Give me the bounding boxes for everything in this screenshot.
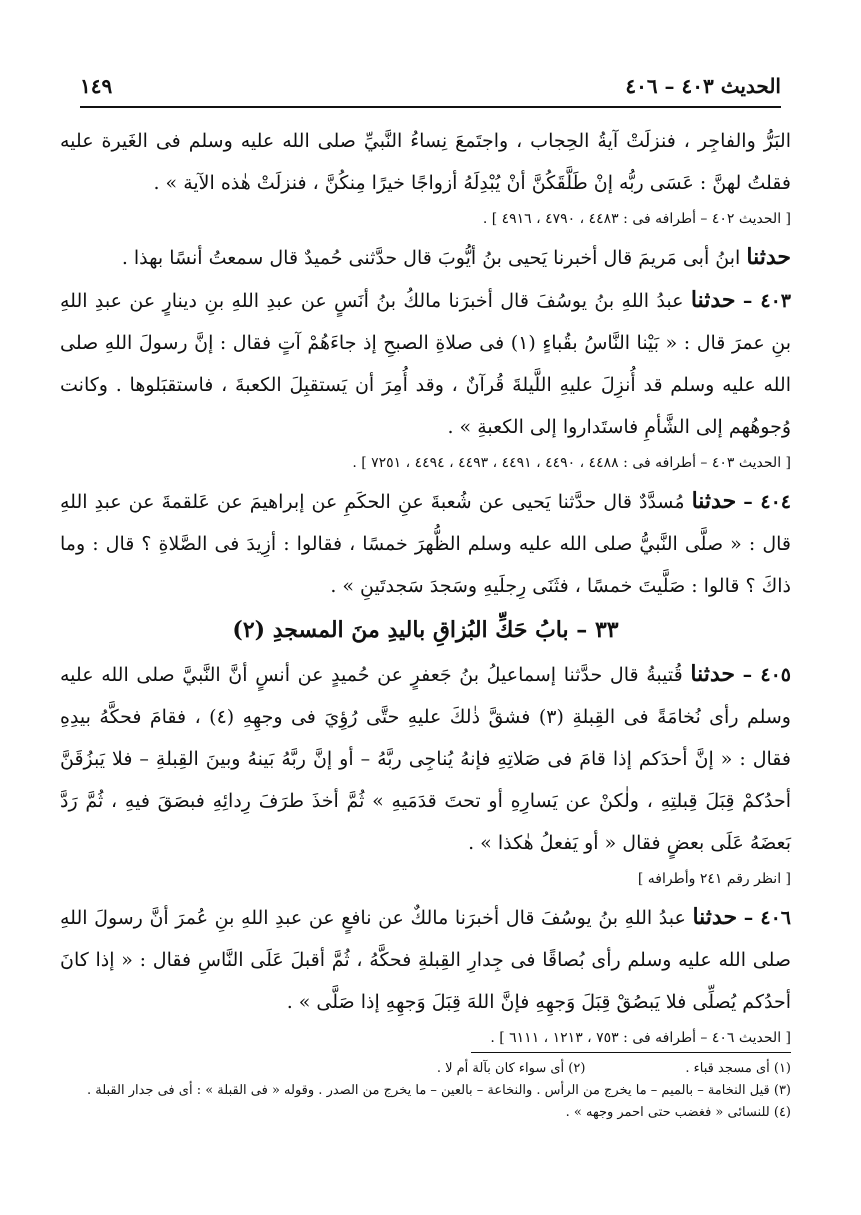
hadith-406 <box>60 896 791 1023</box>
isnad-text: ابنُ أبى مَريمَ قال أخبرنا يَحيى بنُ أيُّوبَ قال حدَّثنى حُميدٌ قال سمعتُ أنسًا بهذا . <box>121 247 741 269</box>
footnote-3: (٣) قيل النخامة – بالميم – ما يخرج من الرأس . والنخاعة – بالعين – ما يخرج من الصدر . وقوله « فى القبلة » : أى فى جدار القبلة . <box>86 1083 791 1098</box>
hadith-text: عبدُ اللهِ بنُ يوسُفَ قال أخبرَنا مالكٌ عن نافعٍ عن عبدِ اللهِ بنِ عُمرَ أنَّ رسولَ اللهِ صلى الله عليه وسلم رأى بُصاقًا فى جِدارِ القِبلةِ فحكَّهُ ، ثُمَّ أقبلَ عَلَى النَّاسِ فقال : « إذا كانَ أحدُكم يُصلِّى فلا يَبصُقْ قِبَلَ وَجهِهِ فإنَّ اللهَ قِبَلَ وَجهِهِ إذا صَلَّى » . <box>60 907 791 1013</box>
cross-reference-405: [ انظر رقم ٢٤١ وأطرافه ] <box>637 871 791 887</box>
cross-reference-406: [ الحديث ٤٠٦ – أطرافه فى : ٧٥٣ ، ١٢١٣ ، ٦١١١ ] . <box>490 1030 791 1046</box>
hadith-number: ٤٠٦ – <box>743 907 792 929</box>
page-body <box>60 120 791 1055</box>
running-title: الحديث ٤٠٣ – ٤٠٦ <box>625 74 781 98</box>
page-header <box>80 72 781 108</box>
page-number: ١٤٩ <box>80 74 113 98</box>
footnote-2: (٢) أى سواء كان بآلة أم لا . <box>436 1061 586 1076</box>
footnotes <box>60 1058 791 1124</box>
footnote-1: (١) أى مسجد قباء . <box>685 1061 791 1076</box>
haddathana-keyword: حدثنا <box>691 488 737 514</box>
haddathana-keyword: حدثنا <box>746 244 791 270</box>
isnad-paragraph <box>60 236 791 279</box>
haddathana-keyword: حدثنا <box>692 904 738 930</box>
footnote-row <box>60 1058 791 1080</box>
hadith-404 <box>60 480 791 607</box>
cross-reference-403: [ الحديث ٤٠٣ – أطرافه فى : ٤٤٨٨ ، ٤٤٩٠ ، ٤٤٩١ ، ٤٤٩٣ ، ٤٤٩٤ ، ٧٢٥١ ] . <box>352 455 791 471</box>
hadith-number: ٤٠٣ – <box>742 290 791 312</box>
chapter-heading: ٣٣ – بابُ حَكِّ البُزاقِ باليدِ منَ المسجدِ (٢) <box>232 617 619 643</box>
hadith-text: عبدُ اللهِ بنُ يوسُفَ قال أخبرَنا مالكُ بنُ أنَسٍ عن عبدِ اللهِ بنِ دينارٍ عن عبدِ اللهِ بنِ عمرَ قال : « بَيْنا النَّاسُ بقُباءٍ (١) فى صلاةِ الصبحِ إذ جاءَهُمْ آتٍ فقال : إنَّ رسولَ اللهِ صلى الله عليه وسلم قد أُنزِلَ عليهِ اللَّيلةَ قُرآنٌ ، وقد أُمِرَ أن يَستقبِلَ الكعبةَ ، فاستقبَلوها . وكانت وُجوهُهم إلى الشَّأمِ فاستَداروا إلى الكعبةِ » . <box>60 290 791 438</box>
footnote-divider <box>471 1052 791 1053</box>
hadith-number: ٤٠٥ – <box>742 664 792 686</box>
hadith-text: مُسدَّدٌ قال حدَّثنا يَحيى عن شُعبةَ عنِ الحكَمِ عن إبراهيمَ عن عَلقمةَ عن عبدِ اللهِ قال : « صلَّى النَّبيُّ صلى الله عليه وسلم الظُّهرَ خمسًا ، فقالوا : أزِيدَ فى الصَّلاةِ ؟ قال : وما ذاكَ ؟ قالوا : صَلَّيتَ خمسًا ، فثَنَى رِجلَيهِ وسَجدَ سَجدتَينِ » . <box>60 491 791 597</box>
hadith-text: قُتيبةُ قال حدَّثنا إسماعيلُ بنُ جَعفرٍ عن حُميدٍ عن أنسٍ أنَّ النَّبيَّ صلى الله عليه وسلم رأى نُخامَةً فى القِبلةِ (٣) فشقَّ ذٰلكَ عليهِ حتَّى رُؤِيَ فى وجهِهِ (٤) ، فقامَ فحكَّهُ بيدِهِ فقال : « إنَّ أحدَكم إذا قامَ فى صَلاتِهِ فإنهُ يُناجِى ربَّهُ – أو إنَّ ربَّهُ بَينهُ وبينَ القِبلةِ – فلا يَبزُقَنَّ أحدُكمْ قِبَلَ قِبلتِهِ ، ولٰكنْ عن يَسارِهِ أو تحتَ قدَمَيهِ » ثُمَّ أخذَ طرَفَ رِدائِهِ فبصَقَ فيهِ ، ثُمَّ رَدَّ بَعضَهُ عَلَى بعضٍ فقال « أو يَفعلُ هٰكذا » . <box>60 664 791 854</box>
hadith-number: ٤٠٤ – <box>743 491 791 513</box>
footnote-4: (٤) للنسائى « فغضب حتى احمر وجهه » . <box>565 1105 791 1120</box>
hadith-405 <box>60 653 791 864</box>
continued-paragraph: البَرُّ والفاجِر ، فنزلَتْ آيةُ الحِجاب ، واجتَمعَ نِساءُ النَّبيِّ صلى الله عليه وسلم فى الغَيرة عليه فقلتُ لهنَّ : عَسَى ربُّه إنْ طَلَّقَكُنَّ أنْ يُبْدِلَهُ أزواجًا خيرًا مِنكُنَّ ، فنزلَتْ هٰذه الآية » . <box>60 130 791 194</box>
haddathana-keyword: حدثنا <box>690 287 736 313</box>
haddathana-keyword: حدثنا <box>690 661 735 687</box>
cross-reference-402: [ الحديث ٤٠٢ – أطرافه فى : ٤٤٨٣ ، ٤٧٩٠ ، ٤٩١٦ ] . <box>482 211 791 227</box>
hadith-403 <box>60 279 791 448</box>
